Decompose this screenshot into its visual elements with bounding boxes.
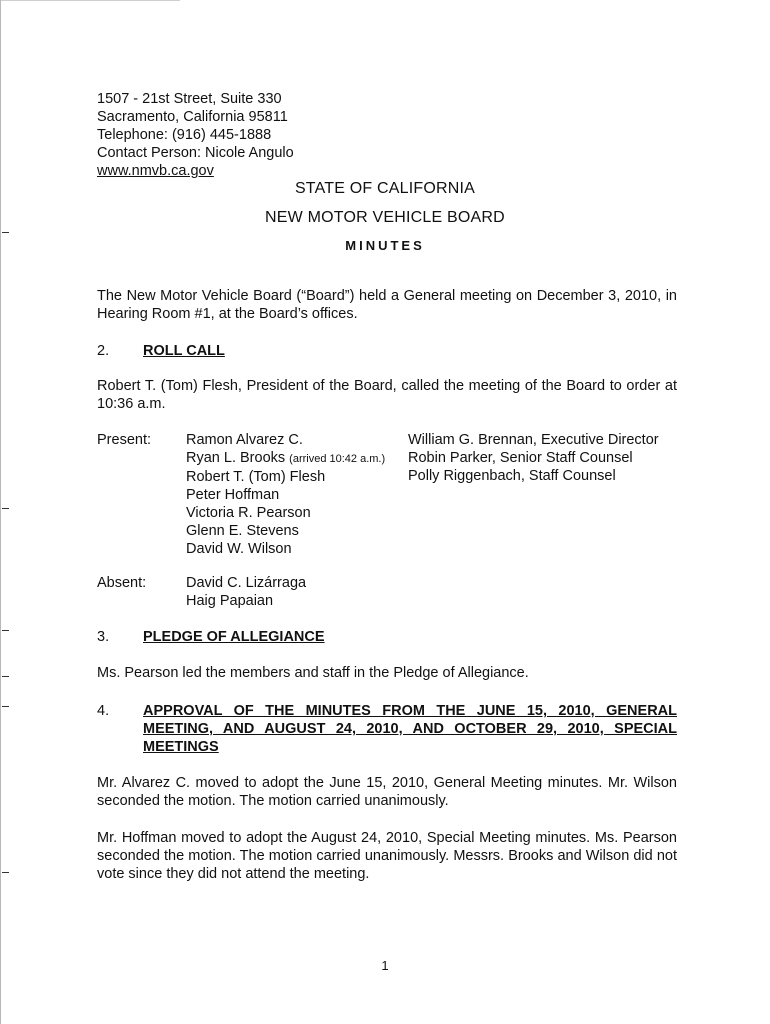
member-name: Haig Papaian: [186, 593, 274, 609]
member-name: Ramon Alvarez C.: [186, 432, 303, 448]
section-title: PLEDGE OF ALLEGIANCE: [143, 629, 325, 645]
address-line-1: 1507 - 21st Street, Suite 330: [97, 91, 282, 107]
telephone: Telephone: (916) 445-1888: [97, 127, 272, 143]
website-link[interactable]: www.nmvb.ca.gov: [97, 163, 214, 179]
section-number: 3.: [97, 629, 110, 645]
present-label: Present:: [97, 432, 151, 448]
scan-artifact-top: [0, 0, 180, 1]
scan-artifact-tick: [2, 630, 9, 631]
approval-paragraph-1: Mr. Alvarez C. moved to adopt the June 15, 2010, General Meeting minutes. Mr. Wilson seconded the motion. The motion carried unanimously.: [97, 775, 677, 809]
contact-person: Contact Person: Nicole Angulo: [97, 145, 294, 161]
section-number: 4.: [97, 703, 110, 719]
staff-entry: William G. Brennan, Executive Director: [408, 432, 659, 448]
member-name: David C. Lizárraga: [186, 575, 307, 591]
scan-artifact-tick: [2, 508, 9, 509]
arrival-note: (arrived 10:42 a.m.): [289, 453, 386, 465]
staff-entry: Robin Parker, Senior Staff Counsel: [408, 450, 633, 466]
member-name: David W. Wilson: [186, 541, 292, 557]
member-name: Ryan L. Brooks: [186, 450, 286, 466]
title-minutes: MINUTES: [345, 238, 425, 253]
member-name: Robert T. (Tom) Flesh: [186, 469, 326, 485]
section-number: 2.: [97, 343, 110, 359]
absent-members-list: [186, 574, 306, 610]
section-title: APPROVAL OF THE MINUTES FROM THE JUNE 15, 2010, GENERAL MEETING, AND AUGUST 24, 2010, AND OCTOBER 29, 2010, SPECIAL MEETINGS: [143, 703, 677, 755]
title-state: STATE OF CALIFORNIA: [294, 180, 476, 197]
scan-artifact-tick: [2, 232, 9, 233]
scan-artifact-tick: [2, 676, 9, 677]
scan-artifact-tick: [2, 706, 9, 707]
pledge-text: Ms. Pearson led the members and staff in the Pledge of Allegiance.: [97, 665, 529, 681]
member-name: Glenn E. Stevens: [186, 523, 299, 539]
staff-list: [408, 431, 659, 485]
roll-call-text: Robert T. (Tom) Flesh, President of the Board, called the meeting of the Board to order at 10:36 a.m.: [97, 378, 677, 412]
scan-artifact-tick: [2, 872, 9, 873]
member-entry: [186, 449, 385, 468]
absent-label: Absent:: [97, 575, 147, 591]
scan-artifact-edge: [0, 0, 1, 1024]
present-members-list: [186, 431, 385, 558]
approval-paragraph-2: Mr. Hoffman moved to adopt the August 24, 2010, Special Meeting minutes. Ms. Pearson seconded the motion. The motion carried unanimously. Messrs. Brooks and Wilson did not vote since they did not attend the meeting.: [97, 830, 677, 882]
page-number: 1: [381, 958, 389, 973]
title-board: NEW MOTOR VEHICLE BOARD: [265, 209, 505, 226]
staff-entry: Polly Riggenbach, Staff Counsel: [408, 468, 616, 484]
member-name: Victoria R. Pearson: [186, 505, 311, 521]
section-title: ROLL CALL: [143, 343, 225, 359]
intro-paragraph: The New Motor Vehicle Board (“Board”) held a General meeting on December 3, 2010, in Hearing Room #1, at the Board’s offices.: [97, 288, 677, 322]
address-line-2: Sacramento, California 95811: [97, 109, 288, 125]
member-name: Peter Hoffman: [186, 487, 280, 503]
header-address-block: [97, 90, 294, 180]
